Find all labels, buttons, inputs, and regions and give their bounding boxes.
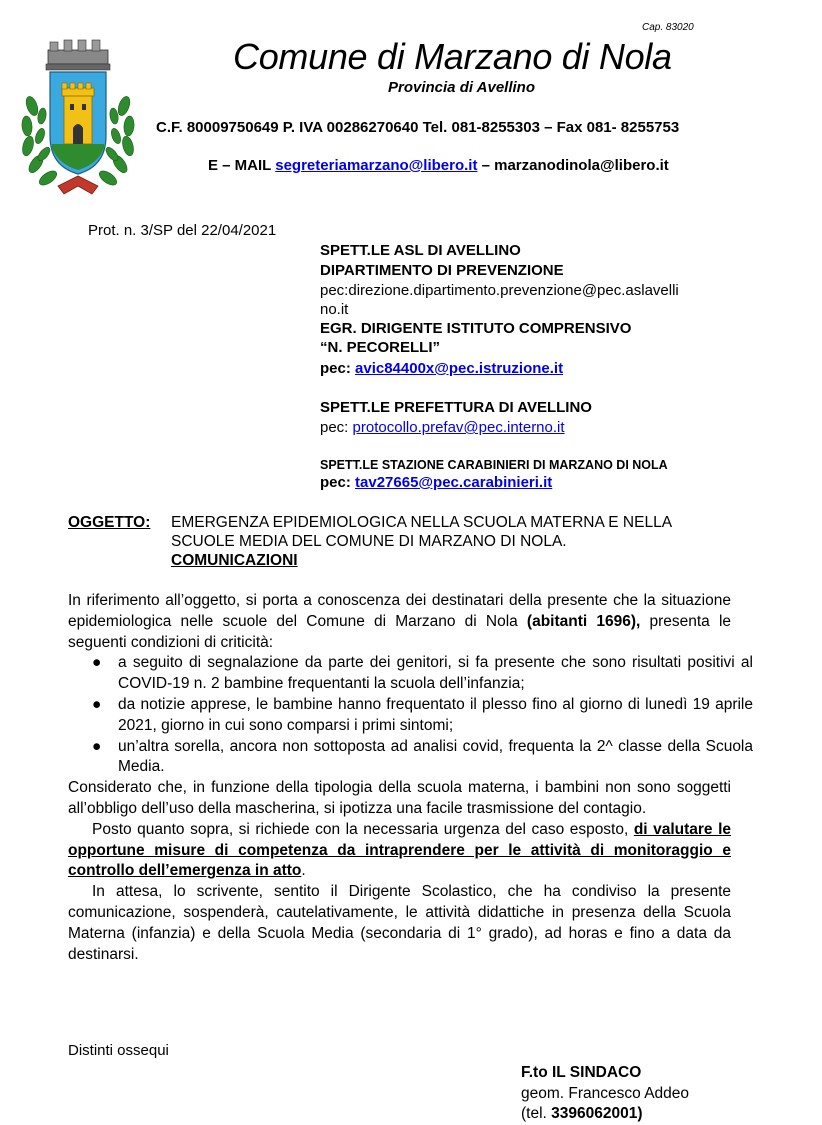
signature-phone: (tel. 3396062001) xyxy=(521,1105,643,1122)
list-item: ● a seguito di segnalazione da parte dei genitori, si fa presente che sono risultati positivi al COVID-19 n. 2 bambine frequentanti la scuola dell’infanzia; xyxy=(92,654,753,693)
request-text: Posto quanto sopra, si richiede con la necessaria urgenza del caso esposto, xyxy=(92,820,634,838)
recipient-asl-pec-line1: pec:direzione.dipartimento.prevenzione@pec.aslavelli xyxy=(320,282,679,299)
inhabitants-count: (abitanti 1696), xyxy=(526,612,641,630)
intro-end: presenta le seguenti condizioni di criticità: xyxy=(68,612,732,651)
waiting-paragraph: In attesa, lo scrivente, sentito il Dirigente Scolastico, che ha condiviso la presente comunicazione, sospenderà, cautelativamente, le attività didattiche in presenza della Scuola Materna (infanzia) e della Scuola Media (secondaria di 1° grado), ad horas e fino a data da destinarsi. xyxy=(68,883,731,963)
list-item: ● da notizie apprese, le bambine hanno frequentato il plesso fino al giorno di lunedì 19 aprile 2021, giorno in cui sono comparsi i primi sintomi; xyxy=(92,695,753,734)
signature-block xyxy=(521,1063,689,1125)
recipient-asl-line2: DIPARTIMENTO DI PREVENZIONE xyxy=(320,262,564,279)
pec-label: pec: xyxy=(320,474,356,491)
list-item: ● un’altra sorella, ancora non sottoposta ad analisi covid, frequenta la 2^ classe della Scuola Media. xyxy=(92,737,753,776)
municipality-title: Comune di Marzano di Nola xyxy=(233,36,672,77)
subject-block xyxy=(68,513,748,570)
bullet-icon: ● xyxy=(92,695,102,713)
bullet-icon: ● xyxy=(92,654,102,672)
subject-text-line2: SCUOLE MEDIA DEL COMUNE DI MARZANO DI NOLA. xyxy=(171,533,567,550)
signature-title: F.to IL SINDACO xyxy=(521,1064,642,1081)
letter-body xyxy=(68,591,753,965)
municipal-coat-of-arms xyxy=(18,36,138,201)
closing-greeting: Distinti ossequi xyxy=(68,1042,169,1059)
recipient-carabinieri-pec xyxy=(320,473,552,492)
recipient-prefecture: SPETT.LE PREFETTURA DI AVELLINO xyxy=(320,399,592,416)
fiscal-contact-line: C.F. 80009750649 P. IVA 00286270640 Tel. 081-8255303 – Fax 081- 8255753 xyxy=(156,119,680,136)
intro-text: In riferimento all’oggetto, si porta a conoscenza dei destinatari della presente che la situazione epidemiologica nelle scuole del Comune di Marzano di Nola xyxy=(68,592,731,630)
protocol-number: Prot. n. 3/SP del 22/04/2021 xyxy=(88,222,277,239)
prefecture-pec-link[interactable]: protocollo.prefav@pec.interno.it xyxy=(352,419,565,436)
recipient-carabinieri: SPETT.LE STAZIONE CARABINIERI DI MARZANO DI NOLA xyxy=(320,458,668,472)
recipient-school-line2: “N. PECORELLI” xyxy=(320,339,441,356)
recipient-school-pec xyxy=(320,359,563,378)
criticality-list xyxy=(68,653,753,778)
postal-code: Cap. 83020 xyxy=(642,22,694,33)
email-link[interactable]: segreteriamarzano@libero.it xyxy=(275,157,478,174)
email-suffix: – marzanodinola@libero.it xyxy=(477,157,669,174)
recipient-prefecture-pec xyxy=(320,418,565,437)
signature-name: geom. Francesco Addeo xyxy=(521,1084,690,1102)
subject-text-line1: EMERGENZA EPIDEMIOLOGICA NELLA SCUOLA MATERNA E NELLA xyxy=(171,514,673,531)
recipient-school-line1: EGR. DIRIGENTE ISTITUTO COMPRENSIVO xyxy=(320,320,632,337)
request-emphasis: di valutare le opportune misure di competenza da intraprendere per le attività di monitoraggio e controllo dell’emergenza in atto xyxy=(68,820,731,880)
bullet-icon: ● xyxy=(92,737,102,755)
recipient-asl-line1: SPETT.LE ASL DI AVELLINO xyxy=(320,242,521,259)
request-paragraph: Posto quanto sopra, si richiede con la necessaria urgenza del caso esposto, di valutare le opportune misure di competenza da intraprendere per le attività di monitoraggio e controllo dell’emergenza in atto. xyxy=(68,820,731,880)
pec-label: pec: xyxy=(320,360,356,377)
email-prefix: E – MAIL xyxy=(208,157,276,174)
carabinieri-pec-link[interactable]: tav27665@pec.carabinieri.it xyxy=(355,474,553,491)
subject-label: OGGETTO: xyxy=(68,514,151,531)
recipient-asl-pec-line2: no.it xyxy=(320,301,349,318)
email-line xyxy=(208,157,669,174)
school-pec-link[interactable]: avic84400x@pec.istruzione.it xyxy=(355,360,564,377)
considered-paragraph: Considerato che, in funzione della tipologia della scuola materna, i bambini non sono soggetti all’obbligo dell’uso della mascherina, si ipotizza una facile trasmissione del contagio. xyxy=(68,779,731,817)
pec-label: pec: xyxy=(320,419,353,436)
subject-tag: COMUNICAZIONI xyxy=(171,552,298,569)
province-subtitle: Provincia di Avellino xyxy=(388,79,535,96)
intro-paragraph xyxy=(68,591,731,653)
